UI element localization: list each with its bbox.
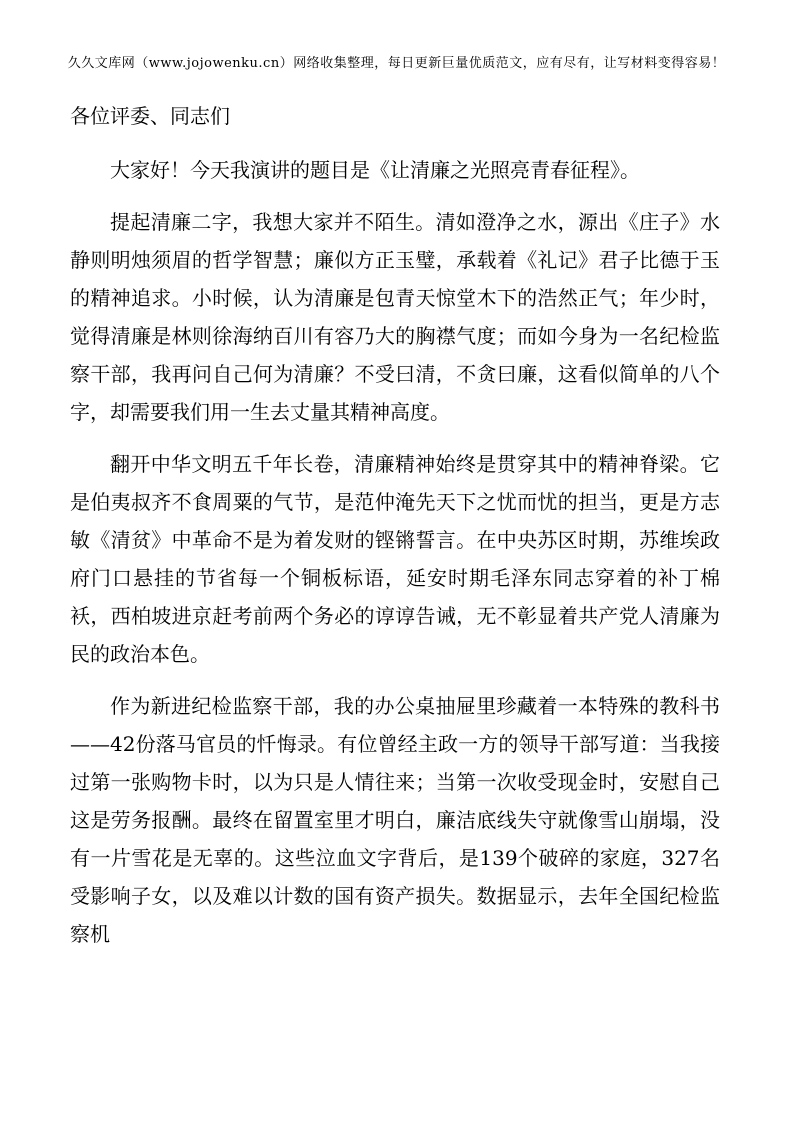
page-header-banner: 久久文库网（www.jojowenku.cn）网络收集整理，每日更新巨量优质范文，应有尽有，让写材料变得容易！: [67, 56, 726, 71]
salutation: 各位评委、同志们: [70, 104, 230, 128]
paragraph-greeting: 大家好！今天我演讲的题目是《让清廉之光照亮青春征程》。: [110, 158, 640, 182]
paragraph-confessions: 作为新进纪检监察干部，我的办公桌抽屉里珍藏着一本特殊的教科书——42份落马官员的忏悔录。有位曾经主政一方的领导干部写道：当我接过第一张购物卡时，以为只是人情往来；当第一次收受现金时，安慰自己这是劳务报酬。最终在留置室里才明白，廉洁底线失守就像雪山崩塌，没有一片雪花是无辜的。这些泣血文字背后，是139个破碎的家庭，327名受影响子女，以及难以计数的国有资产损失。数据显示，去年全国纪检监察机: [70, 694, 720, 946]
speech-body: [70, 96, 720, 967]
paragraph-history: 翻开中华文明五千年长卷，清廉精神始终是贯穿其中的精神脊梁。它是伯夷叔齐不食周粟的气节，是范仲淹先天下之忧而忧的担当，更是方志敏《清贫》中革命不是为着发财的铿锵誓言。在中央苏区时期，苏维埃政府门口悬挂的节省每一个铜板标语，延安时期毛泽东同志穿着的补丁棉袄，西柏坡进京赶考前两个务必的谆谆告诫，无不彰显着共产党人清廉为民的政治本色。: [70, 452, 720, 666]
paragraph-meaning-of-integrity: 提起清廉二字，我想大家并不陌生。清如澄净之水，源出《庄子》水静则明烛须眉的哲学智慧；廉似方正玉璧，承载着《礼记》君子比德于玉的精神追求。小时候，认为清廉是包青天惊堂木下的浩然正气；年少时，觉得清廉是林则徐海纳百川有容乃大的胸襟气度；而如今身为一名纪检监察干部，我再问自己何为清廉？不受曰清，不贪曰廉，这看似简单的八个字，却需要我们用一生去丈量其精神高度。: [70, 210, 720, 424]
